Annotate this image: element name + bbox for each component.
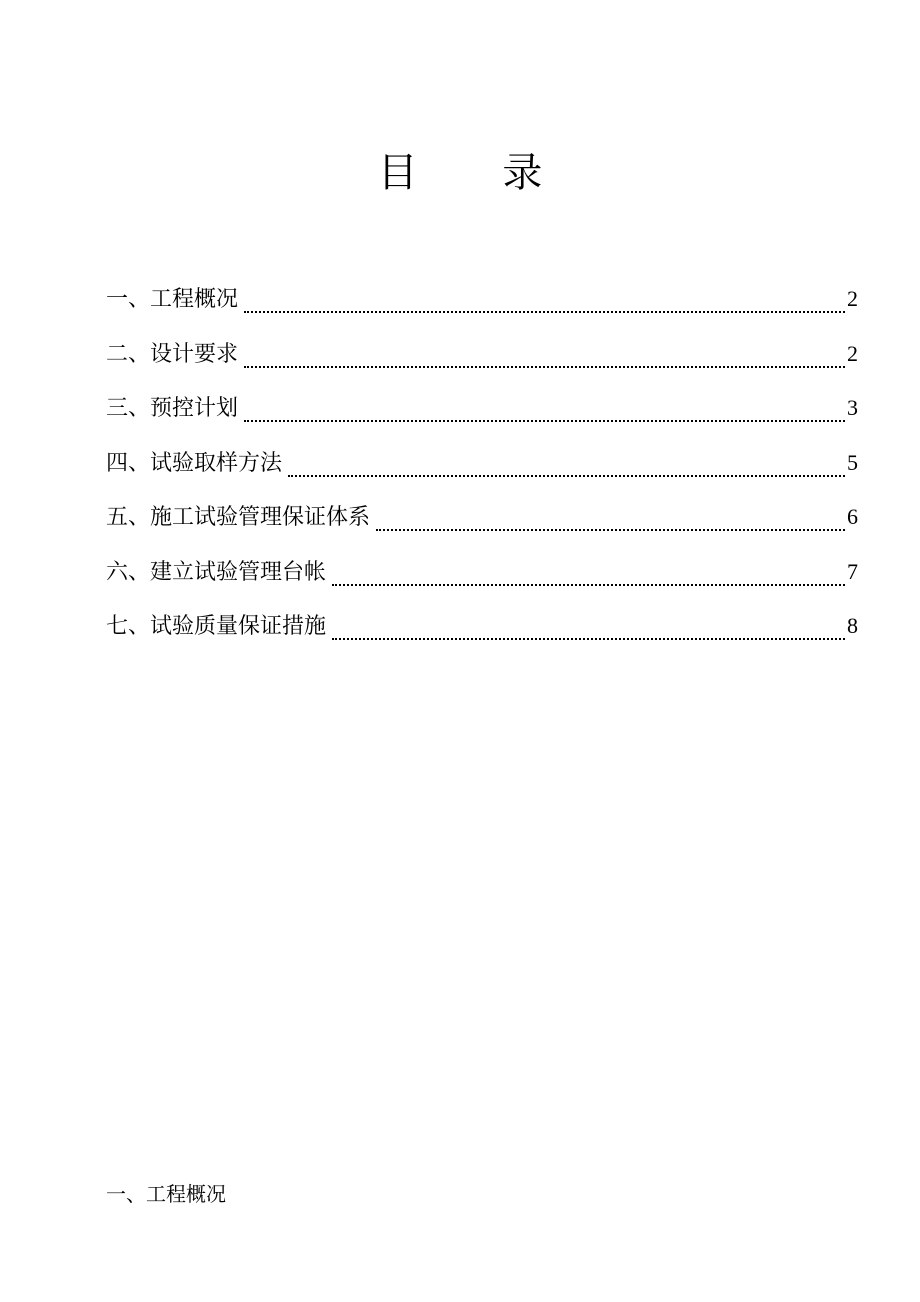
- toc-entry-page: 6: [847, 504, 858, 529]
- toc-leader-dots: [332, 627, 845, 647]
- toc-entry-label: 六、建立试验管理台帐: [106, 559, 327, 585]
- toc-entry[interactable]: [106, 498, 858, 553]
- toc-entry-label: 三、预控计划: [106, 396, 239, 421]
- toc-entry[interactable]: [106, 553, 858, 608]
- toc-title: 目 录: [377, 150, 579, 196]
- toc-entry-label: 五、施工试验管理保证体系: [106, 505, 371, 530]
- toc-entry[interactable]: [106, 389, 858, 444]
- toc-entry-page: 3: [847, 395, 858, 420]
- toc-entry-label: 七、试验质量保证措施: [106, 614, 327, 639]
- toc-entry[interactable]: [106, 607, 858, 662]
- toc-leader-dots: [244, 355, 845, 375]
- toc-entry-page: 7: [847, 558, 858, 584]
- toc-leader-dots: [288, 464, 845, 484]
- toc-leader-dots: [244, 300, 845, 320]
- toc-entry-page: 2: [847, 340, 858, 366]
- toc-entry[interactable]: [106, 280, 858, 335]
- section-heading: 一、工程概况: [106, 1182, 226, 1206]
- toc-entry-page: 8: [847, 613, 858, 638]
- toc-leader-dots: [376, 518, 845, 538]
- toc-leader-dots: [332, 573, 845, 593]
- toc-entry[interactable]: [106, 444, 858, 499]
- toc-entry-page: 5: [847, 449, 858, 475]
- toc-entry-page: 2: [847, 286, 858, 311]
- toc-entry-label: 四、试验取样方法: [106, 450, 283, 476]
- toc-entry-label: 二、设计要求: [106, 341, 239, 367]
- toc-leader-dots: [244, 409, 845, 429]
- toc-list: [106, 280, 858, 662]
- toc-entry-label: 一、工程概况: [106, 287, 239, 312]
- toc-entry[interactable]: [106, 335, 858, 390]
